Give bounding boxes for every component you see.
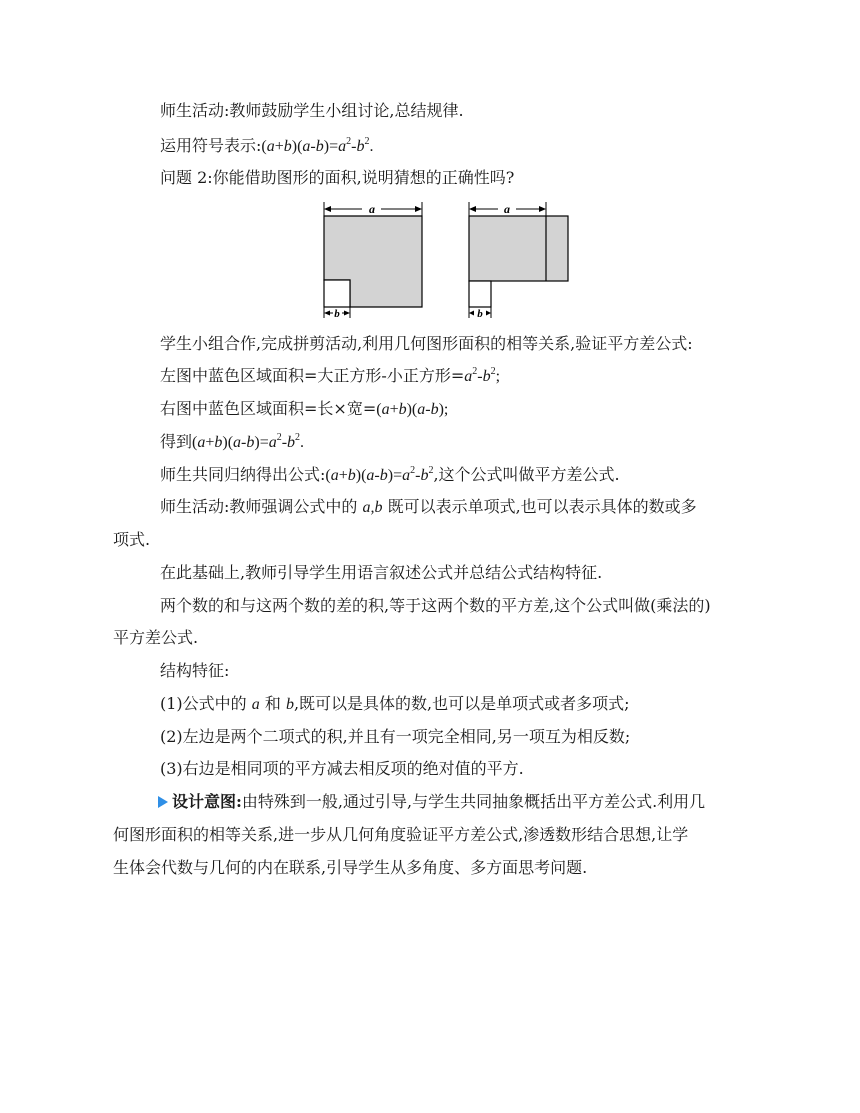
text: 平方差公式. <box>113 628 199 647</box>
paragraph-formula-summary <box>160 465 620 486</box>
right-label-b: b <box>477 308 483 320</box>
text: 两个数的和与这两个数的差的积,等于这两个数的平方差,这个公式叫做(乘法的) <box>160 596 711 615</box>
paragraph-language <box>160 563 602 583</box>
text: 生体会代数与几何的内在联系,引导学生从多角度、多方面思考问题. <box>113 858 588 877</box>
text: ,既可以是具体的数,也可以是单项式或者多项式; <box>293 694 630 713</box>
arrow-head <box>344 311 350 316</box>
text: 由特殊到一般,通过引导,与学生共同抽象概括出平方差公式.利用几 <box>241 792 706 811</box>
arrow-head <box>324 206 331 212</box>
design-intent-line-1 <box>158 792 705 812</box>
formula: $a^2-b^2$; <box>464 365 501 385</box>
paragraph-emphasis <box>160 497 697 518</box>
text: 师生活动:教师鼓励学生小组讨论,总结规律. <box>160 101 464 120</box>
design-intent-line-2 <box>113 825 688 845</box>
text: (2)左边是两个二项式的积,并且有一项完全相同,另一项互为相反数; <box>160 727 631 746</box>
text: 既可以表示单项式,也可以表示具体的数或多 <box>382 497 697 516</box>
list-item-3 <box>160 759 524 779</box>
list-item-1 <box>160 694 630 715</box>
left-figure <box>324 202 422 320</box>
area-diagram <box>318 198 574 322</box>
list-item-2 <box>160 727 630 747</box>
arrow-head <box>486 311 491 316</box>
design-intent-label: 设计意图: <box>172 792 242 811</box>
paragraph-emphasis-cont <box>113 530 150 550</box>
paragraph-result <box>160 432 304 453</box>
paragraph-definition-cont <box>113 628 198 648</box>
left-small-square <box>324 280 350 307</box>
text: 运用符号表示: <box>160 136 262 155</box>
text: 项式. <box>113 530 151 549</box>
right-figure <box>469 202 568 320</box>
triangle-marker-icon <box>158 796 168 808</box>
text: 在此基础上,教师引导学生用语言叙述公式并总结公式结构特征. <box>160 563 603 582</box>
arrow-head <box>415 206 422 212</box>
right-small-square <box>469 281 491 307</box>
left-label-a: a <box>369 202 375 216</box>
paragraph-activity <box>160 101 464 121</box>
text: 得到 <box>160 432 193 451</box>
paragraph-left-area <box>160 366 500 387</box>
paragraph-definition <box>160 596 711 616</box>
paragraph-structure-title <box>160 661 229 681</box>
variable-a: a <box>251 696 260 713</box>
text: 和 <box>259 694 286 713</box>
text: 师生共同归纳得出公式: <box>160 465 326 484</box>
paragraph-right-area <box>160 399 448 420</box>
left-label-b: b <box>334 308 340 320</box>
arrow-head <box>469 206 476 212</box>
text: 右图中蓝色区域面积=长×宽= <box>160 399 377 418</box>
right-rectangle <box>469 216 568 281</box>
arrow-head <box>469 311 474 316</box>
variable-b: b <box>285 696 294 713</box>
text: 问题 2:你能借助图形的面积,说明猜想的正确性吗? <box>160 168 515 187</box>
text: ,这个公式叫做平方差公式. <box>433 465 620 484</box>
formula: (a+b)(a-b); <box>376 401 449 418</box>
paragraph-group-work <box>160 334 693 354</box>
paragraph-symbol-formula <box>160 136 373 157</box>
arrow-head <box>324 311 330 316</box>
text: (3)右边是相同项的平方减去相反项的绝对值的平方. <box>160 759 524 778</box>
variables: a,b <box>362 499 383 516</box>
arrow-head <box>539 206 546 212</box>
design-intent-line-3 <box>113 858 587 878</box>
text: 结构特征: <box>160 661 230 680</box>
right-label-a: a <box>504 202 510 216</box>
text: 学生小组合作,完成拼剪活动,利用几何图形面积的相等关系,验证平方差公式: <box>160 334 693 353</box>
formula: $(a+b)(a-b)=a^2-b^2$. <box>192 431 305 451</box>
text: 左图中蓝色区域面积=大正方形-小正方形= <box>160 366 465 385</box>
formula: $(a+b)(a-b)=a^2-b^2$. <box>261 135 374 155</box>
text: 何图形面积的相等关系,进一步从几何角度验证平方差公式,渗透数形结合思想,让学 <box>113 825 689 844</box>
text: 师生活动:教师强调公式中的 <box>160 497 363 516</box>
formula: $(a+b)(a-b)=a^2-b^2$ <box>325 464 434 484</box>
paragraph-question-2 <box>160 168 514 188</box>
text: (1)公式中的 <box>160 694 252 713</box>
